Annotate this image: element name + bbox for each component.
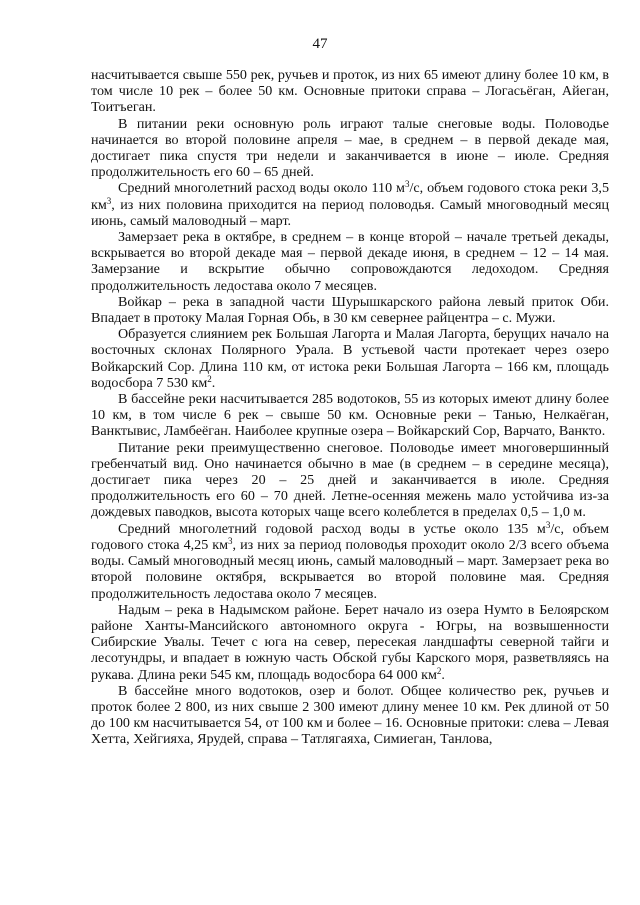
paragraph: [91, 116, 609, 181]
text-run: , из них за период половодья проходит около 2/3 всего объема воды. Самый многоводный месяц июнь, самый маловодный – март. Замерзает река во второй половине октября, вскрывается во второй половине мая. Средняя продолжительность ледостава около 7 месяцев.: [91, 536, 609, 602]
paragraph: [91, 180, 609, 229]
text-run: В бассейне много водотоков, озер и болот. Общее количество рек, ручьев и проток более 2 800, из них свыше 2 300 имеют длину менее 10 км. Рек длиной от 50 до 100 км насчитывается 54, от 100 км и более – 16. Основные притоки: слева – Левая Хетта, Хейгияха, Ярудей, справа – Татлягаяха, Симиеган, Танлова,: [91, 682, 609, 748]
text-run: В бассейне реки насчитывается 285 водотоков, 55 из которых имеют длину более 10 км, в том числе 6 рек – свыше 50 км. Основные реки – Танью, Нелкаёган, Ванктывис, Ламбеёган. Наиболее крупные озера – Войкарский Сор, Варчато, Ванкто.: [91, 391, 609, 440]
paragraph: [91, 521, 609, 602]
paragraph: [91, 67, 609, 116]
text-run: /с, объем годового стока 4,25 км: [91, 520, 609, 553]
text-run: Замерзает река в октябре, в среднем – в конце второй – начале третьей декады, вскрывается во второй декаде мая – первой декаде июня, в среднем – 12 – 14 мая. Замерзание и вскрытие обычно сопровождаются ледоходом. Средняя продолжительность ледостава около 7 месяцев.: [91, 229, 609, 294]
paragraph: [91, 683, 609, 748]
text-run: Образуется слиянием рек Большая Лагорта и Малая Лагорта, берущих начало на восточных склонах Полярного Урала. В устьевой части протекает через озеро Войкарский Сор. Длина 110 км, от истока реки Большая Лагорта – 166 км, площадь водосбора 7 530 км: [91, 326, 609, 391]
text-run: .: [441, 666, 445, 683]
page-number: 47: [312, 36, 328, 52]
text-run: , из них половина приходится на период половодья. Самый многоводный месяц июнь, самый маловодный – март.: [91, 196, 609, 229]
paragraph: [91, 229, 609, 294]
paragraph: [91, 391, 609, 440]
superscript: 2: [436, 665, 442, 676]
paragraph: [91, 440, 609, 521]
body-text: [91, 67, 609, 748]
text-run: Средний многолетний расход воды около 110 м: [118, 180, 405, 197]
text-run: Средний многолетний годовой расход воды в устье около 135 м: [118, 520, 546, 537]
text-run: /с, объем годового стока реки 3,5 км: [91, 180, 609, 213]
paragraph: [91, 602, 609, 683]
text-run: Войкар – река в западной части Шурышкарского района левый приток Оби. Впадает в протоку Малая Горная Обь, в 30 км севернее райцентра – с. Мужи.: [91, 293, 609, 327]
text-run: Питание реки преимущественно снеговое. Половодье имеет многовершинный гребенчатый вид. Оно начинается обычно в мае (в среднем – в середине месяца), достигает пика через 20 – 25 дней и заканчивается в июле. Средняя продолжительность его 60 – 70 дней. Летне-осенняя межень мало устойчива из-за дождевых паводков, высота которых чаще всего колеблется в пределах 0,5 – 1,0 м.: [91, 439, 609, 521]
superscript: 3: [106, 195, 112, 206]
superscript: 2: [207, 373, 212, 384]
paragraph: [91, 294, 609, 326]
text-run: Надым – река в Надымском районе. Берет начало из озера Нумто в Белоярском районе Ханты-Мансийского автономного округа - Югры, на возвышенности Сибирские Увалы. Течет с юга на север, пересекая ландшафты северной тайги и лесотундры, и впадает в южную часть Обской губы Карского моря, разветвляясь на рукава. Длина реки 545 км, площадь водосбора 64 000 км: [91, 601, 609, 683]
superscript: 3: [545, 519, 551, 530]
text-run: .: [211, 374, 216, 391]
text-run: насчитывается свыше 550 рек, ручьев и проток, из них 65 имеют длину более 10 км, в том числе 10 рек – более 50 км. Основные притоки справа – Логасьёган, Айеган, Тоитъеган.: [91, 67, 609, 116]
superscript: 3: [404, 179, 410, 190]
superscript: 3: [228, 535, 233, 546]
paragraph: [91, 326, 609, 391]
text-run: В питании реки основную роль играют талые снеговые воды. Половодье начинается во второй половине апреля – мае, в среднем – в первой декаде мая, достигает пика спустя три недели и заканчивается в июне – июле. Средняя продолжительность его 60 – 65 дней.: [91, 115, 609, 181]
